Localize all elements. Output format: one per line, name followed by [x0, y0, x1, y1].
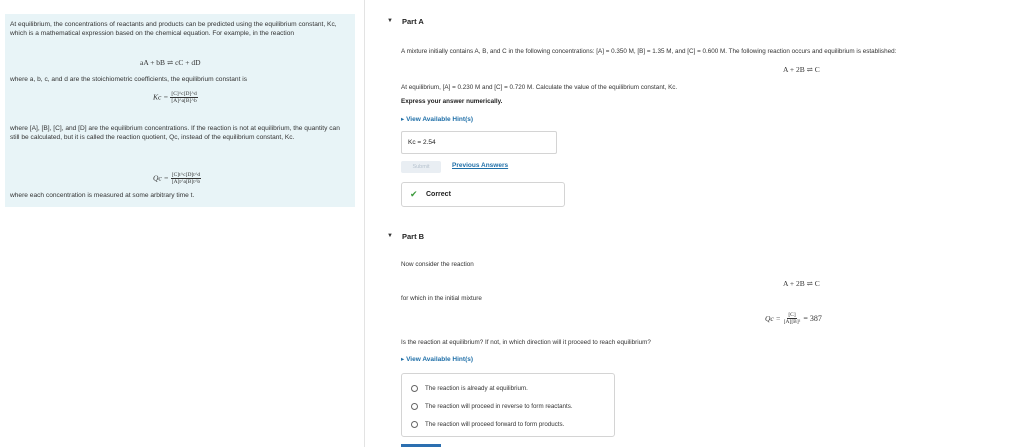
- kc-lhs: Kc =: [153, 92, 169, 102]
- part-b-qc-denominator: [A][B]²: [783, 319, 801, 325]
- correct-label: Correct: [426, 191, 451, 198]
- option-label: The reaction will proceed in reverse to form reactants.: [425, 403, 573, 410]
- option-label: The reaction will proceed forward to form products.: [425, 421, 565, 428]
- intro-paragraph-2: where a, b, c, and d are the stoichiometric coefficients, the equilibrium constant is: [10, 76, 248, 83]
- option-at-equilibrium[interactable]: [411, 385, 528, 392]
- part-b-hints-link[interactable]: ▸ View Available Hint(s): [401, 356, 474, 363]
- kc-numerator: [C]^c[D]^d: [171, 91, 197, 97]
- kc-answer-value: Kc = 2.54: [408, 139, 436, 146]
- radio-button[interactable]: [411, 403, 418, 410]
- option-forward[interactable]: [411, 421, 564, 428]
- kc-expression: [153, 91, 198, 104]
- part-a-instruction: Express your answer numerically.: [401, 98, 503, 105]
- part-b-collapse-icon[interactable]: ▼: [387, 233, 393, 239]
- previous-answers-link[interactable]: Previous Answers: [452, 162, 509, 169]
- part-b-initial-text: for which in the initial mixture: [401, 295, 482, 302]
- intro-paragraph-1: At equilibrium, the concentrations of reactants and products can be predicted using the equilibrium constant, Kc, which is a mathematical expression based on the chemical equation. For example, in the reaction: [10, 21, 337, 37]
- kc-fraction: [170, 91, 197, 104]
- radio-button[interactable]: [411, 385, 418, 392]
- part-a-reaction: A + 2B ⇌ C: [783, 65, 820, 74]
- part-b-qc-fraction: [784, 312, 801, 325]
- qc-fraction: [171, 172, 201, 185]
- part-a-mixture-text: A mixture initially contains A, B, and C in the following concentrations: [A] = 0.350 M, [B] = 1.35 M, and [C] = 0.600 M. The following reaction occurs and equilibrium is established:: [401, 48, 897, 55]
- general-reaction-equation: aA + bB ⇌ cC + dD: [140, 58, 201, 67]
- part-b-qc-value: = 387: [803, 314, 822, 323]
- qc-expression: [153, 172, 201, 185]
- part-a-collapse-icon[interactable]: ▼: [387, 18, 393, 24]
- qc-numerator: [C]t^c[D]t^d: [171, 172, 201, 178]
- option-reverse[interactable]: [411, 403, 573, 410]
- submit-button[interactable]: Submit: [401, 161, 441, 173]
- part-a-question: At equilibrium, [A] = 0.230 M and [C] = 0.720 M. Calculate the value of the equilibrium constant, Kc.: [401, 84, 678, 91]
- part-a-title[interactable]: Part A: [402, 17, 424, 26]
- qc-denominator: [A]t^a[B]t^b: [171, 179, 201, 185]
- option-label: The reaction is already at equilibrium.: [425, 385, 528, 392]
- answer-options: [401, 373, 615, 437]
- part-b-question: Is the reaction at equilibrium? If not, in which direction will it proceed to reach equilibrium?: [401, 339, 651, 346]
- part-b-qc-expression: [765, 312, 822, 325]
- intro-paragraph-4: where each concentration is measured at some arbitrary time t.: [10, 192, 195, 199]
- kc-denominator: [A]^a[B]^b: [171, 98, 197, 104]
- part-b-reaction: A + 2B ⇌ C: [783, 279, 820, 288]
- panel-divider: [364, 0, 365, 447]
- kc-answer-field[interactable]: [401, 131, 557, 154]
- part-b-qc-numerator: [C]: [788, 312, 796, 318]
- check-icon: ✔: [410, 189, 418, 199]
- part-b-title[interactable]: Part B: [402, 232, 425, 241]
- part-a-hints-link[interactable]: ▸ View Available Hint(s): [401, 116, 474, 123]
- intro-panel: [5, 14, 355, 207]
- intro-paragraph-3: where [A], [B], [C], and [D] are the equilibrium concentrations. If the reaction is not at equilibrium, the quantity can still be calculated, but it is called the reaction quotient, Qc, instead of the equilibrium constant, Kc.: [10, 125, 340, 141]
- correct-feedback: [401, 182, 565, 207]
- part-b-consider-text: Now consider the reaction: [401, 261, 474, 268]
- radio-button[interactable]: [411, 421, 418, 428]
- qc-lhs: Qc =: [153, 173, 169, 183]
- part-b-qc-lhs: Qc =: [765, 314, 781, 323]
